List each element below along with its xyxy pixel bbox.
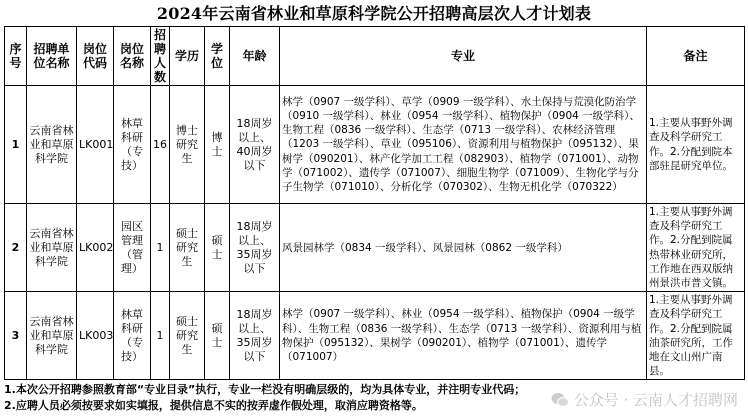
table-row [5,204,745,292]
recruitment-table [4,26,745,380]
header-age: 年龄 [230,27,280,86]
header-major: 专业 [280,27,647,86]
footnote-2: 2.应聘人员必须按要求如实填报，提供信息不实的按弄虚作假处理，取消应聘资格等。 [4,399,423,413]
table-row [5,86,745,204]
header-seq: 序号 [5,27,27,86]
cell-note: 1.主要从事野外调查及科学研究工作。2.分配到院属油茶研究所，工作地在文山州广南县。 [647,292,745,380]
cell-code: LK002 [77,204,114,292]
cell-degree: 博士 [205,86,230,204]
page [4,4,744,414]
cell-post: 林草科研（专技） [114,86,151,204]
cell-unit: 云南省林业和草原科学院 [27,292,77,380]
watermark [551,389,738,410]
cell-code: LK003 [77,292,114,380]
wechat-icon [551,392,569,408]
cell-count: 16 [151,86,170,204]
footnote-1: 1.本次公开招聘参照教育部“专业目录”执行，专业一栏没有明确层级的，均为具体专业，并注明专业代码； [4,383,526,397]
header-degree: 学位 [205,27,230,86]
cell-count: 1 [151,292,170,380]
table-header-row [5,27,745,86]
cell-seq: 1 [5,86,27,204]
cell-major: 林学（0907 一级学科）、草学（0909 一级学科）、水土保持与荒漠化防治学（0910 一级学科）、林业（0954 一级学科）、植物保护（0904 一级学科）、生物工程（0836 一级学科）、生态学（0713 一级学科）、农林经济管理（1203 一级学科）、草业（095106）、资源利用与植物保护（095132）、果树学（090201）、林产化学加工工程（082903）、植物学（071001）、动物学（071002）、遗传学（071007）、细胞生物学（071009）、生物化学与分子生物学（071010）、分析化学（070302）、生物无机化学（070322） [280,86,647,204]
cell-edu: 硕士研究生 [170,292,205,380]
header-post: 岗位名称 [114,27,151,86]
header-note: 备注 [647,27,745,86]
header-edu: 学历 [170,27,205,86]
cell-unit: 云南省林业和草原科学院 [27,86,77,204]
watermark-text: 公众号 · 云南人才招聘网 [573,391,738,409]
cell-note: 1.主要从事野外调查及科学研究工作。2.分配到院本部驻昆研究单位。 [647,86,745,204]
table-row [5,292,745,380]
cell-age: 18周岁以上、35周岁以下 [230,204,280,292]
cell-unit: 云南省林业和草原科学院 [27,204,77,292]
cell-major: 林学（0907 一级学科）、林业（0954 一级学科）、植物保护（0904 一级学科）、生物工程（0836 一级学科）、生态学（0713 一级学科）、资源利用与植物保护（095132）、果树学（090201）、植物学（071001）、遗传学（071007） [280,292,647,380]
page-title: 2024年云南省林业和草原科学院公开招聘高层次人才计划表 [156,4,592,23]
cell-post: 林草科研（专技） [114,292,151,380]
cell-post: 园区管理（管理） [114,204,151,292]
cell-major: 风景园林学（0834 一级学科）、风景园林（0862 一级学科） [280,204,647,292]
header-code: 岗位代码 [77,27,114,86]
cell-code: LK001 [77,86,114,204]
cell-age: 18周岁以上、35周岁以下 [230,292,280,380]
header-count: 招聘人数 [151,27,170,86]
header-unit: 招聘单位名称 [27,27,77,86]
cell-count: 1 [151,204,170,292]
cell-degree: 硕士 [205,204,230,292]
cell-edu: 博士研究生 [170,86,205,204]
cell-degree: 硕士 [205,292,230,380]
cell-note: 1.主要从事野外调查及科学研究工作。2.分配到院属热带林业研究所，工作地在西双版纳州景洪市普文镇。 [647,204,745,292]
cell-seq: 3 [5,292,27,380]
cell-seq: 2 [5,204,27,292]
cell-edu: 硕士研究生 [170,204,205,292]
cell-age: 18周岁以上、40周岁以下 [230,86,280,204]
